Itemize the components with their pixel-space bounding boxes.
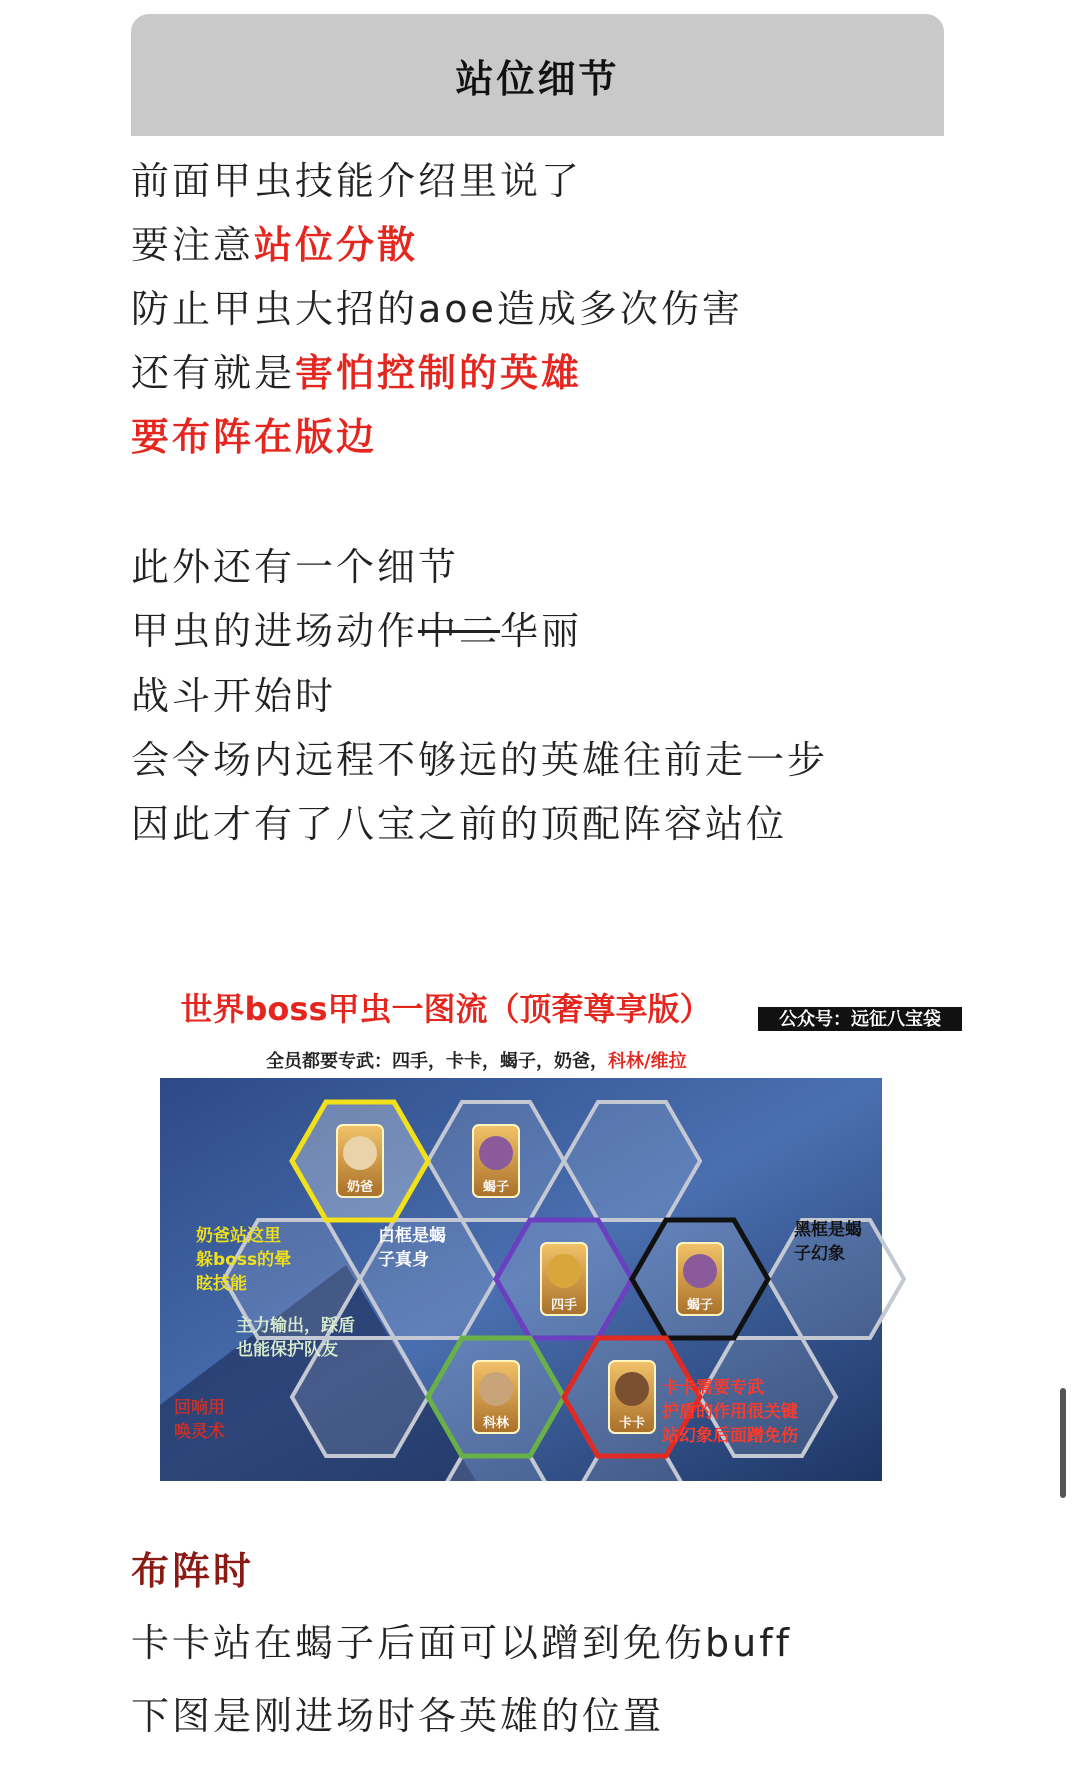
- text-span: 甲虫的进场动作: [131, 609, 419, 653]
- hero-card-kaka: [609, 1361, 655, 1433]
- note-left: 唤灵术: [174, 1422, 225, 1442]
- scrollbar-thumb[interactable]: [1060, 1388, 1066, 1498]
- text-line: 防止甲虫大招的aoe造成多次伤害: [131, 287, 743, 331]
- hero-portrait: [479, 1372, 513, 1406]
- note-kaka: 卡卡需要专武: [662, 1378, 764, 1398]
- subtitle-highlight: 科林/维拉: [608, 1051, 687, 1072]
- hero-portrait: [615, 1372, 649, 1406]
- section-header: [131, 14, 944, 136]
- subtitle-main: 全员都要专武：四手，卡卡，蝎子，奶爸，: [266, 1051, 608, 1072]
- note-kaka: 护盾的作用很关键: [662, 1402, 798, 1422]
- text-line: 前面甲虫技能介绍里说了: [131, 159, 583, 203]
- text-line: [131, 600, 582, 655]
- section-title: 站位细节: [455, 56, 620, 101]
- text-span: 华丽: [500, 609, 583, 653]
- hero-label: 奶爸: [346, 1180, 374, 1195]
- text-span: 要注意: [131, 223, 255, 267]
- strikethrough-text: 中二: [418, 609, 501, 653]
- figure-subtitle: [266, 1050, 687, 1072]
- highlight-text: 站位分散: [254, 223, 419, 267]
- highlight-line: 要布阵在版边: [131, 415, 378, 459]
- note-main-output: 也能保护队友: [236, 1340, 338, 1360]
- text-line: [131, 342, 582, 397]
- hero-card-xiezi: [473, 1125, 519, 1197]
- hero-label: 四手: [550, 1298, 578, 1313]
- hero-card-sishou: [541, 1243, 587, 1315]
- watermark-text: 公众号：远征八宝袋: [779, 1009, 941, 1030]
- note-left: 回响用: [174, 1398, 225, 1418]
- hero-label: 科林: [482, 1416, 510, 1431]
- text-span: 还有就是: [131, 351, 296, 395]
- text-line: 因此才有了八宝之前的顶配阵容站位: [131, 802, 788, 846]
- formation-figure[interactable]: [96, 965, 986, 1481]
- hero-portrait: [683, 1254, 717, 1288]
- note-white-frame: 白框是蝎: [378, 1226, 446, 1246]
- note-main-output: 主力输出，踩盾: [236, 1316, 355, 1336]
- note-white-frame: 子真身: [378, 1250, 429, 1270]
- text-line: [131, 214, 418, 269]
- text-line: 下图是刚进场时各英雄的位置: [131, 1694, 665, 1738]
- note-naiba: 躲boss的晕: [196, 1250, 292, 1270]
- hero-card-naiba: [337, 1125, 383, 1197]
- note-kaka: 站幻象后面蹭免伤: [662, 1426, 798, 1446]
- hero-card-xiezi-illusion: [677, 1243, 723, 1315]
- note-black-frame: 子幻象: [794, 1244, 845, 1264]
- hero-label: 蝎子: [482, 1180, 510, 1195]
- note-naiba: 眩技能: [196, 1274, 247, 1294]
- hero-portrait: [479, 1136, 513, 1170]
- figure-title: 世界boss甲虫一图流（顶奢尊享版）: [180, 990, 712, 1028]
- note-black-frame: 黑框是蝎: [794, 1220, 862, 1240]
- text-line: 战斗开始时: [131, 674, 337, 718]
- hero-label: 蝎子: [686, 1298, 714, 1313]
- hero-card-kelin: [473, 1361, 519, 1433]
- text-line: 会令场内远程不够远的英雄往前走一步: [131, 738, 829, 782]
- note-naiba: 奶爸站这里: [196, 1226, 281, 1246]
- highlight-text: 害怕控制的英雄: [295, 351, 583, 395]
- hero-portrait: [343, 1136, 377, 1170]
- section-heading: 布阵时: [131, 1549, 255, 1593]
- formation-diagram: [96, 965, 986, 1481]
- text-line: 此外还有一个细节: [131, 545, 460, 589]
- hero-label: 卡卡: [618, 1416, 646, 1431]
- text-line: 卡卡站在蝎子后面可以蹭到免伤buff: [131, 1621, 792, 1665]
- hero-portrait: [547, 1254, 581, 1288]
